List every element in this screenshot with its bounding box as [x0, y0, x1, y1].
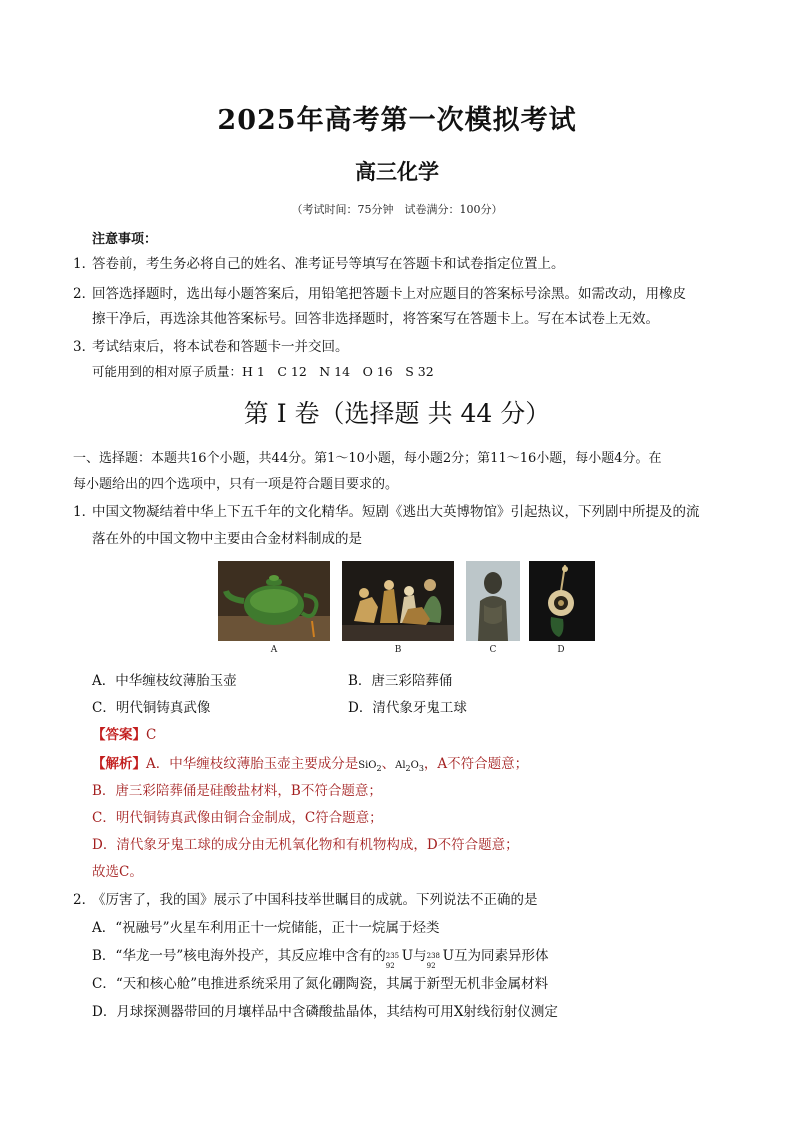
isotope-u238-mass: 238 — [426, 951, 440, 960]
q2-option-a: A．“祝融号”火星车利用正十一烷储能，正十一烷属于烃类 — [92, 920, 440, 936]
q1-conclusion: 故选C。 — [92, 864, 143, 880]
ivory-ball-illustration — [529, 561, 595, 641]
q1-stem-line2: 落在外的中国文物中主要由合金材料制成的是 — [92, 531, 362, 547]
q1-number: 1． — [73, 504, 96, 520]
q1-stem-line1: 中国文物凝结着中华上下五千年的文化精华。短剧《逃出大英博物馆》引起热议，下列剧中所提及的流 — [92, 504, 700, 520]
note-3-text: 考试结束后，将本试卷和答题卡一并交回。 — [92, 339, 349, 355]
q1-image-c-bronze-statue — [466, 561, 520, 641]
exam-subject: 高三化学 — [355, 159, 439, 184]
isotope-u238-z: 92 — [426, 961, 436, 970]
q1-analysis-c: C．明代铜铸真武像由铜合金制成，C符合题意； — [92, 810, 383, 826]
note-2-text-line1: 回答选择题时，选出每小题答案后，用铅笔把答题卡上对应题目的答案标号涂黑。如需改动，用橡皮 — [92, 286, 686, 302]
note-1-text: 答卷前，考生务必将自己的姓名、准考证号等填写在答题卡和试卷指定位置上。 — [92, 256, 565, 272]
q1-answer-label: 【答案】 — [92, 727, 146, 743]
note-1-number: 1． — [73, 256, 96, 272]
isotope-u235-z: 92 — [385, 961, 395, 970]
q2-option-b-mid: 与 — [413, 948, 427, 964]
q1-analysis-a — [92, 754, 528, 779]
teapot-illustration — [218, 561, 330, 641]
q1-option-a: A．中华缠枝纹薄胎玉壶 — [92, 673, 237, 689]
chem-o-sub: 3 — [418, 764, 424, 773]
q1-analysis-d: D．清代象牙鬼工球的成分由无机氧化物和有机物构成，D不符合题意； — [92, 837, 519, 853]
isotope-u235-mass: 235 — [385, 951, 400, 960]
chem-sio2: SiO — [358, 760, 377, 771]
section-intro-line1: 一、选择题：本题共16个小题，共44分。第1～10小题，每小题2分；第11～16小题，每小题4分。在 — [73, 451, 662, 466]
q1-analysis-b: B．唐三彩陪葬俑是硅酸盐材料，B不符合题意； — [92, 783, 382, 799]
chem-o: O — [410, 760, 419, 771]
q1-analysis-a-post: ，A不符合题意； — [423, 756, 529, 772]
q1-image-b-figurines — [342, 561, 454, 641]
note-2-text-line2: 擦干净后，再选涂其他答案标号。回答非选择题时，将答案写在答题卡上。写在本试卷上无效。 — [92, 311, 659, 327]
q1-answer — [92, 725, 156, 745]
q2-option-b-pre: B．“华龙一号”核电海外投产，其反应堆中含有的 — [92, 948, 386, 964]
q2-option-d: D．月球探测器带回的月壤样品中含磷酸盐晶体，其结构可用X射线衍射仪测定 — [92, 1004, 558, 1020]
q2-option-b — [92, 946, 549, 970]
q1-image-d-ivory-ball — [529, 561, 595, 641]
bronze-statue-illustration — [466, 561, 520, 641]
section-title: 第 I 卷（选择题 共 44 分） — [243, 399, 551, 428]
q1-answer-value: C — [146, 727, 157, 743]
atomic-mass-line: 可能用到的相对原子质量：H 1 C 12 N 14 O 16 S 32 — [92, 364, 434, 379]
isotope-u235 — [385, 950, 402, 970]
q1-option-c: C．明代铜铸真武像 — [92, 700, 211, 716]
q2-option-c: C．“天和核心舱”电推进系统采用了氮化硼陶瓷，其属于新型无机非金属材料 — [92, 976, 549, 992]
q1-analysis-a-sep: 、 — [381, 756, 396, 772]
q1-image-b-label: B — [394, 645, 402, 655]
q2-stem: 《厉害了，我的国》展示了中国科技举世瞩目的成就。下列说法不正确的是 — [92, 892, 538, 908]
q1-option-d: D．清代象牙鬼工球 — [348, 700, 467, 716]
q1-image-c-label: C — [489, 645, 497, 655]
exam-info: （考试时间：75分钟 试卷满分：100分） — [291, 203, 503, 216]
q1-image-d-label: D — [557, 645, 565, 655]
q1-option-b: B．唐三彩陪葬俑 — [348, 673, 453, 689]
isotope-u235-symbol: U — [401, 948, 414, 964]
chem-al: Al — [395, 760, 406, 771]
q2-option-b-post: 互为同素异形体 — [454, 948, 549, 964]
notes-heading: 注意事项： — [92, 232, 158, 247]
q1-analysis-label: 【解析】 — [92, 756, 146, 772]
q1-analysis-a-pre: A．中华缠枝纹薄胎玉壶主要成分是 — [146, 756, 359, 772]
isotope-u238-symbol: U — [442, 948, 455, 964]
note-2-number: 2． — [73, 286, 96, 302]
q2-number: 2． — [73, 892, 96, 908]
section-intro-line2: 每小题给出的四个选项中，只有一项是符合题目要求的。 — [73, 477, 399, 492]
note-3-number: 3． — [73, 339, 96, 355]
figurines-illustration — [342, 561, 454, 641]
q1-image-a-teapot — [218, 561, 330, 641]
q1-image-a-label: A — [270, 645, 278, 655]
chem-al-sub: 2 — [405, 764, 411, 773]
isotope-u238 — [426, 950, 443, 970]
chem-sio2-sub: 2 — [376, 764, 382, 773]
exam-title: 2025年高考第一次模拟考试 — [217, 105, 577, 136]
